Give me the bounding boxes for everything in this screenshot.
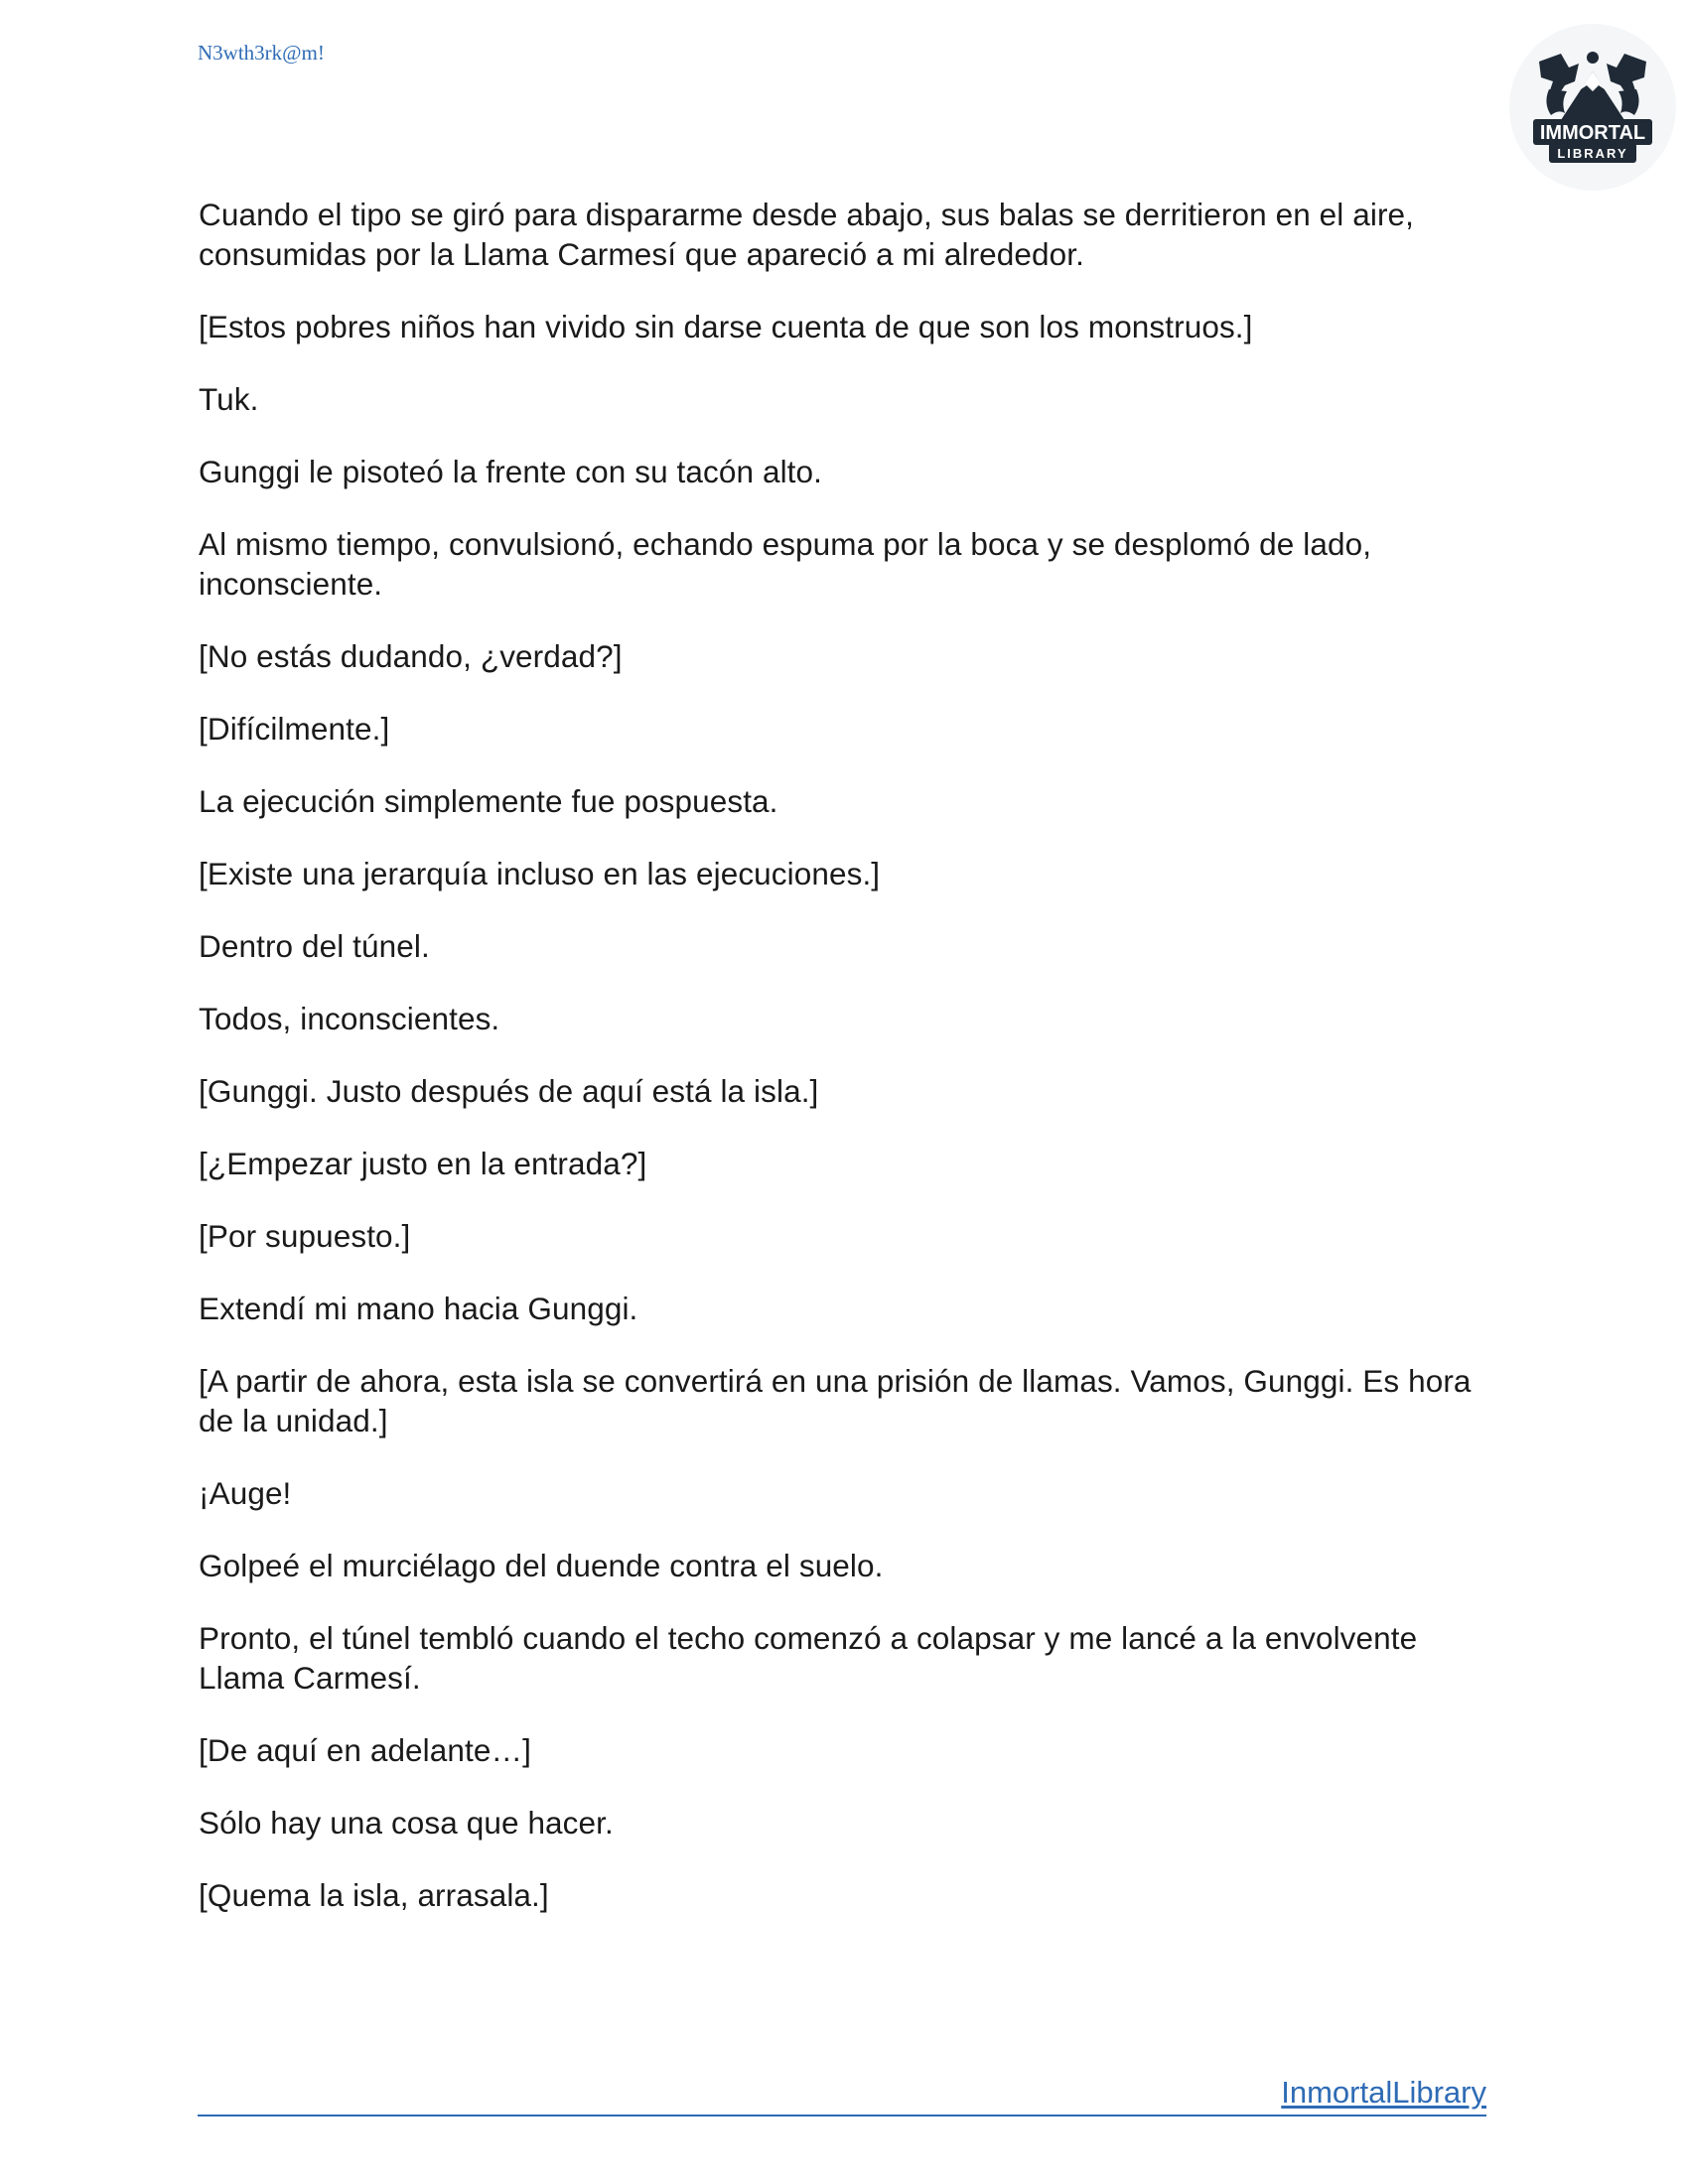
paragraph: Cuando el tipo se giró para dispararme desde abajo, sus balas se derritieron en el aire, consumidas por la Llama Carmesí que apareció a mi alrededor. [199,197,1415,272]
paragraph: [Por supuesto.] [199,1218,411,1254]
paragraph: [No estás dudando, ¿verdad?] [199,638,623,674]
chapter-body [199,195,1489,1948]
logo-text-immortal: IMMORTAL [1539,122,1646,144]
paragraph: [Gunggi. Justo después de aquí está la isla.] [199,1073,819,1109]
paragraph: ¡Auge! [199,1475,292,1511]
paragraph: Pronto, el túnel tembló cuando el techo comenzó a colapsar y me lancé a la envolvente Llama Carmesí. [199,1620,1418,1696]
paragraph: Tuk. [199,381,259,417]
paragraph: [Estos pobres niños han vivido sin darse cuenta de que son los monstruos.] [199,309,1253,344]
paragraph: [Quema la isla, arrasala.] [199,1877,549,1913]
paragraph: La ejecución simplemente fue pospuesta. [199,783,778,819]
paragraph: [¿Empezar justo en la entrada?] [199,1146,647,1181]
paragraph: Golpeé el murciélago del duende contra el suelo. [199,1548,884,1583]
paragraph: [Existe una jerarquía incluso en las ejecuciones.] [199,856,881,891]
paragraph: [Difícilmente.] [199,711,390,747]
paragraph: Extendí mi mano hacia Gunggi. [199,1291,638,1326]
header-link[interactable]: N3wth3rk@m! [198,41,325,65]
immortal-library-logo [1509,24,1676,191]
paragraph: Todos, inconscientes. [199,1001,500,1036]
paragraph: Gunggi le pisoteó la frente con su tacón alto. [199,454,823,489]
paragraph: Sólo hay una cosa que hacer. [199,1805,614,1841]
footer-rule [198,2115,1486,2116]
logo-text-library: LIBRARY [1557,146,1628,161]
paragraph: [A partir de ahora, esta isla se convertirá en una prisión de llamas. Vamos, Gunggi. Es hora de la unidad.] [199,1363,1472,1438]
footer-link[interactable]: InmortalLibrary [1281,2075,1486,2110]
paragraph: Dentro del túnel. [199,928,430,964]
paragraph: [De aquí en adelante…] [199,1732,531,1768]
paragraph: Al mismo tiempo, convulsionó, echando espuma por la boca y se desplomó de lado, inconsciente. [199,526,1372,602]
